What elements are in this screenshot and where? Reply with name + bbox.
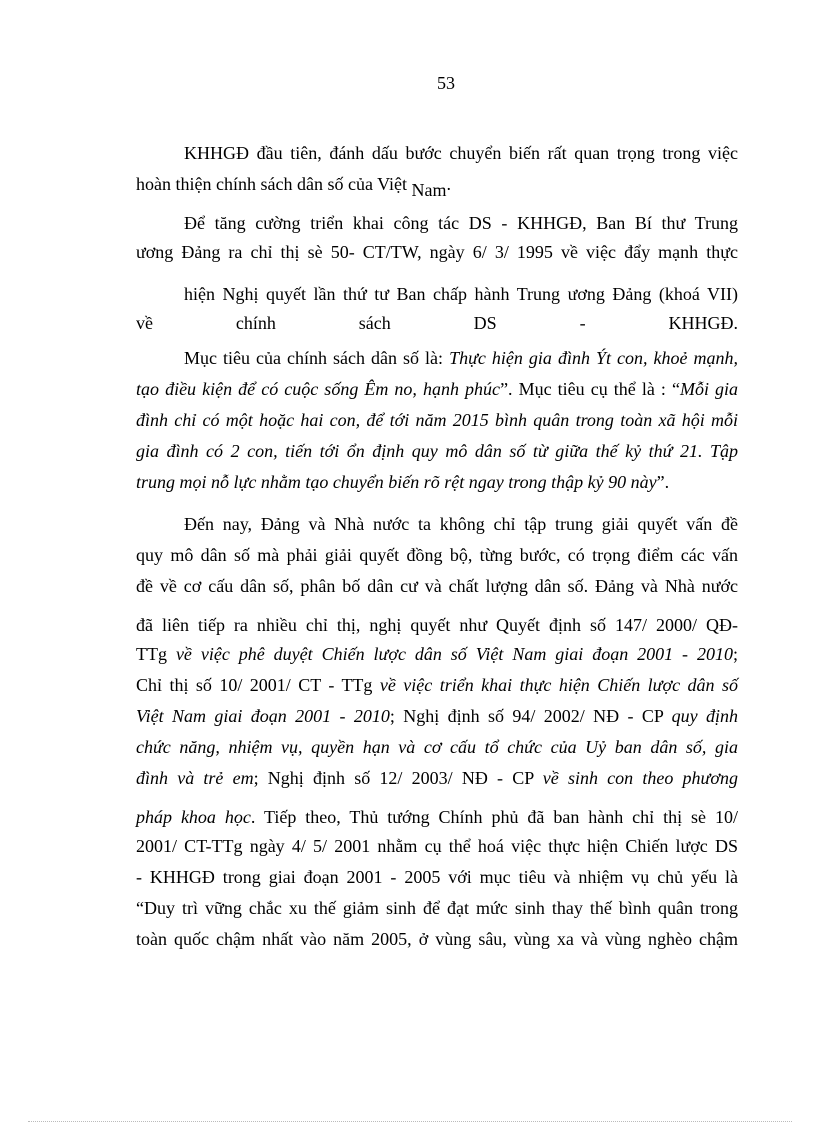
text-line: gia đình có 2 con, tiến tới ổn định quy mô dân số từ giữa thế kỷ thứ 21. Tập — [136, 441, 738, 461]
text-line: Mục tiêu của chính sách dân số là: Thực hiện gia đình Ýt con, khoẻ mạnh, — [184, 348, 738, 368]
text-line: hiện Nghị quyết lần thứ tư Ban chấp hành Trung ương Đảng (khoá VII) — [184, 284, 738, 304]
text-line: trung mọi nỗ lực nhằm tạo chuyển biến rõ rệt ngay trong thập kỷ 90 này”. — [136, 472, 670, 492]
text-line: Chỉ thị số 10/ 2001/ CT - TTg về việc triển khai thực hiện Chiến lược dân số — [136, 675, 738, 695]
text-line: hoàn thiện chính sách dân số của Việt Nam. — [136, 174, 452, 200]
text-line: “Duy trì vững chắc xu thế giảm sinh để đạt mức sinh thay thế bình quân trong — [136, 898, 738, 918]
text-line: về chính sách DS - KHHGĐ. — [136, 313, 738, 333]
text-line: tạo điều kiện để có cuộc sống Êm no, hạnh phúc”. Mục tiêu cụ thể là : “Mỗi gia — [136, 379, 739, 399]
text-line: đã liên tiếp ra nhiều chỉ thị, nghị quyết như Quyết định số 147/ 2000/ QĐ- — [136, 615, 738, 635]
text-line: đình chỉ có một hoặc hai con, để tới năm 2015 bình quân trong toàn xã hội mỗi — [136, 410, 738, 430]
text-line: toàn quốc chậm nhất vào năm 2005, ở vùng sâu, vùng xa và vùng nghèo chậm — [136, 929, 738, 949]
text-line: đình và trẻ em; Nghị định số 12/ 2003/ NĐ - CP về sinh con theo phương — [136, 768, 738, 788]
text-line: - KHHGĐ trong giai đoạn 2001 - 2005 với mục tiêu và nhiệm vụ chủ yếu là — [136, 867, 738, 887]
text-line: TTg về việc phê duyệt Chiến lược dân số Việt Nam giai đoạn 2001 - 2010; — [136, 644, 739, 664]
page-number: 53 — [437, 73, 455, 93]
text-line: Việt Nam giai đoạn 2001 - 2010; Nghị định số 94/ 2002/ NĐ - CP quy định — [136, 706, 738, 726]
text-line: quy mô dân số mà phải giải quyết đồng bộ, từng bước, có trọng điểm các vấn — [136, 545, 738, 565]
text-line: đề về cơ cấu dân số, phân bố dân cư và chất lượng dân số. Đảng và Nhà nước — [136, 576, 738, 596]
text-line: 2001/ CT-TTg ngày 4/ 5/ 2001 nhằm cụ thể hoá việc thực hiện Chiến lược DS — [136, 836, 738, 856]
text-line: chức năng, nhiệm vụ, quyền hạn và cơ cấu tổ chức của Uỷ ban dân số, gia — [136, 737, 738, 757]
text-line: ương Đảng ra chỉ thị sè 50- CT/TW, ngày 6/ 3/ 1995 về việc đẩy mạnh thực — [136, 242, 738, 262]
text-line: KHHGĐ đầu tiên, đánh dấu bước chuyển biến rất quan trọng trong việc — [184, 143, 738, 163]
text-line: pháp khoa học. Tiếp theo, Thủ tướng Chính phủ đã ban hành chỉ thị sè 10/ — [136, 807, 738, 827]
page-bottom-divider — [28, 1121, 792, 1122]
text-line: Đến nay, Đảng và Nhà nước ta không chỉ tập trung giải quyết vấn đề — [184, 514, 738, 534]
text-line: Để tăng cường triển khai công tác DS - KHHGĐ, Ban Bí thư Trung — [184, 213, 738, 233]
